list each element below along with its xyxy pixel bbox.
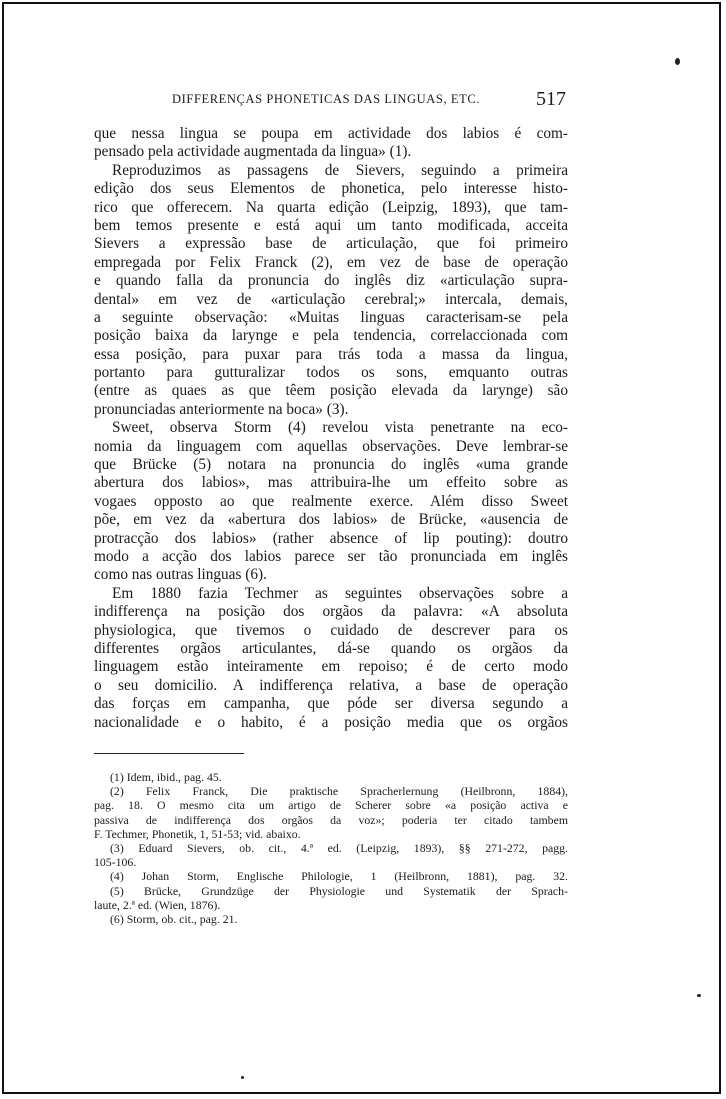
text-line: rico que offerecem. Na quarta edição (Leipzig, 1893), que tam-	[94, 198, 568, 216]
scan-speck	[241, 1076, 244, 1079]
footnote-line: pag. 18. O mesmo cita um artigo de Scherer sobre «a posição activa e	[94, 798, 568, 813]
text-line: pronunciadas anteriormente na boca» (3).	[94, 400, 349, 418]
text-line: põe, em vez da «abertura dos labios» de Brücke, «ausencia de	[94, 511, 568, 529]
text-line: linguagem estão inteiramente em repoiso; é de certo modo	[94, 658, 568, 676]
text-line: Sievers a expressão base de articulação, que foi primeiro	[94, 235, 568, 253]
text-line: das forças em campanha, que póde ser diversa segundo a	[94, 695, 568, 713]
text-line: modo a acção dos labios parece ser tão pronunciada em inglês	[94, 547, 568, 565]
footnote-line: (4) Johan Storm, Englische Philologie, 1 (Heilbronn, 1881), pag. 32.	[110, 869, 568, 884]
text-line: indifferença na posição dos orgãos da palavra: «A absoluta	[94, 603, 568, 621]
text-line: vogaes opposto ao que realmente exerce. Além disso Sweet	[94, 492, 568, 510]
text-line: posição baixa da larynge e pela tendencia, correlaccionada com	[94, 327, 568, 345]
text-line: que nessa lingua se poupa em actividade dos labios é com-	[94, 125, 568, 142]
footnote-line: (2) Felix Franck, Die praktische Spracherlernung (Heilbronn, 1884),	[110, 784, 568, 799]
text-line: que Brücke (5) notara na pronuncia do inglês «uma grande	[94, 456, 568, 474]
text-line: Sweet, observa Storm (4) revelou vista penetrante na eco-	[112, 419, 568, 437]
footnote-line: (6) Storm, ob. cit., pag. 21.	[110, 911, 238, 926]
footnote-line: laute, 2.ª ed. (Wien, 1876).	[94, 897, 221, 912]
text-line: e quando falla da pronuncia do inglês diz «articulação supra-	[94, 272, 568, 290]
text-line: differentes orgãos articulantes, dá-se quando os orgãos da	[94, 639, 568, 657]
text-line: nacionalidade e o habito, é a posição media que os orgãos	[94, 713, 568, 731]
text-line: physiologica, que tivemos o cuidado de descrever para os	[94, 621, 568, 639]
text-line: bem temos presente e está aqui um tanto modificada, acceita	[94, 216, 568, 234]
text-line: o seu domicilio. A indifferença relativa, a base de operação	[94, 676, 568, 694]
page-number: 517	[536, 88, 566, 110]
footnote-line: (5) Brücke, Grundzüge der Physiologie und Systematik der Sprach-	[110, 883, 568, 898]
footnotes	[94, 770, 568, 926]
text-line: nomia da linguagem com aquellas observações. Deve lembrar-se	[94, 437, 568, 455]
text-line: essa posição, para puxar para trás toda a massa da lingua,	[94, 345, 568, 363]
scan-speck	[697, 994, 701, 997]
body-text	[94, 125, 568, 732]
text-line: a seguinte observação: «Muitas linguas caracterisam-se pela	[94, 308, 568, 326]
footnote-line: passiva de indifferença dos orgãos da voz»; poderia ter citado tambem	[94, 812, 568, 827]
running-title: DIFFERENÇAS PHONETICAS DAS LINGUAS, ETC.	[172, 92, 481, 106]
footnote-line: (1) Idem, ibid., pag. 45.	[110, 770, 222, 784]
footnote-line: F. Techmer, Phonetik, 1, 51-53; vid. abaixo.	[94, 826, 301, 841]
footnote-rule	[94, 753, 244, 754]
scan-speck	[675, 58, 680, 65]
text-line: como nas outras linguas (6).	[94, 566, 267, 584]
text-line: dental» em vez de «articulação cerebral;» intercala, demais,	[94, 290, 568, 308]
footnote-line: 105-106.	[94, 855, 137, 870]
text-line: Reproduzimos as passagens de Sievers, seguindo a primeira	[112, 161, 568, 179]
text-line: empregada por Felix Franck (2), em vez de base de operação	[94, 253, 568, 271]
text-line: protracção dos labios» (rather absence of lip pouting): doutro	[94, 529, 568, 547]
text-line: Em 1880 fazia Techmer as seguintes observações sobre a	[112, 584, 568, 602]
text-line: pensado pela actividade augmentada da lingua» (1).	[94, 143, 412, 161]
footnote-line: (3) Eduard Sievers, ob. cit., 4.ª ed. (Leipzig, 1893), §§ 271-272, pagg.	[110, 840, 568, 855]
text-line: (entre as quaes as que têem posição elevada da larynge) são	[94, 382, 568, 400]
text-line: portanto para gutturalizar todos os sons, emquanto outras	[94, 364, 568, 382]
text-line: edição dos seus Elementos de phonetica, pelo interesse histo-	[94, 180, 568, 198]
running-head	[172, 88, 572, 114]
text-line: abertura dos labios», mas attribuira-lhe um effeito sobre as	[94, 474, 568, 492]
